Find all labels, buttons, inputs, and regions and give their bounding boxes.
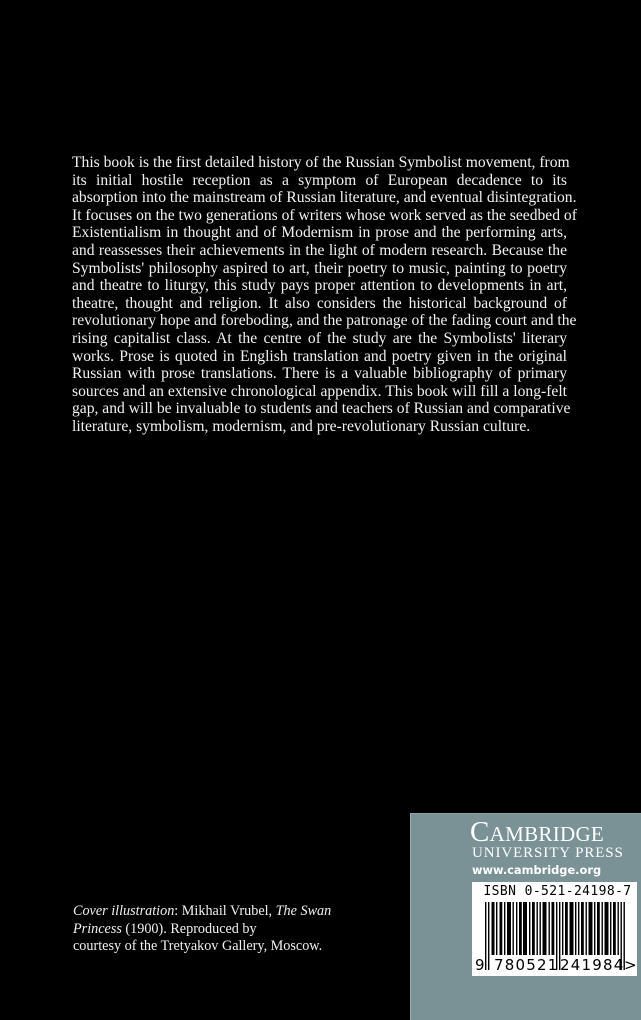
blurb-line: literature, symbolism, modernism, and pre-revolutionary Russian culture.: [72, 417, 531, 435]
credit-line-3: courtesy of the Tretyakov Gallery, Moscow.: [73, 938, 323, 955]
blurb-line: gap, and will be invaluable to students and teachers of Russian and comparative: [72, 400, 571, 418]
credit-artist: Mikhail Vrubel,: [181, 903, 276, 919]
credit-title-part2: Princess: [73, 920, 122, 937]
blurb-line: and theatre to liturgy, this study pays proper attention to developments in art,: [72, 277, 567, 295]
publisher-logo-cambridge: [470, 816, 605, 848]
publisher-url: www.cambridge.org: [472, 863, 602, 877]
publisher-panel: [410, 813, 641, 1020]
ean-right-group: 241984: [560, 956, 625, 974]
blurb-line: It focuses on the two generations of writers whose work served as the seedbed of: [72, 206, 577, 224]
credit-year: (1900). Reproduced by: [121, 920, 257, 937]
credit-label: Cover illustration: [73, 903, 175, 919]
blurb-line: Existentialism in thought and of Modernism in prose and the performing arts,: [72, 224, 567, 242]
blurb-line: and reassesses their achievements in the light of modern research. Because the: [72, 241, 567, 259]
logo-rest: AMBRIDGE: [489, 822, 605, 846]
credit-line-2: [73, 921, 373, 939]
blurb-line: This book is the first detailed history of the Russian Symbolist movement, from: [72, 154, 570, 171]
blurb-line: works. Prose is quoted in English translation and poetry given in the original: [72, 347, 567, 365]
back-cover-blurb: [72, 154, 577, 436]
blurb-line: its initial hostile reception as a symptom of European decadence to its: [72, 171, 567, 189]
ean-left-group: 780521: [494, 956, 559, 974]
logo-initial: C: [470, 816, 490, 848]
credit-separator: :: [174, 903, 182, 919]
isbn-barcode: [472, 882, 637, 976]
credit-title-part1: The Swan: [275, 903, 332, 919]
blurb-line: Russian with prose translations. There is a valuable bibliography of primary: [72, 365, 567, 383]
blurb-line: theatre, thought and religion. It also considers the historical background of: [72, 294, 567, 312]
publisher-logo-subtitle: UNIVERSITY PRESS: [472, 845, 624, 861]
isbn-label: ISBN 0-521-24198-7: [483, 884, 632, 899]
ean-first-digit: 9: [475, 956, 485, 974]
blurb-line: sources and an extensive chronological appendix. This book will fill a long-felt: [72, 382, 567, 400]
cover-illustration-credit: [73, 903, 373, 956]
blurb-line: revolutionary hope and foreboding, and the patronage of the fading court and the: [72, 312, 577, 330]
blurb-line: absorption into the mainstream of Russian literature, and eventual disintegration.: [72, 189, 577, 207]
credit-line-1: [73, 903, 373, 921]
blurb-line: Symbolists' philosophy aspired to art, their poetry to music, painting to poetry: [72, 259, 567, 277]
ean-digits: [472, 955, 637, 975]
quiet-zone-arrow-icon: >: [624, 956, 637, 974]
blurb-line: rising capitalist class. At the centre of the study are the Symbolists' literary: [72, 329, 567, 347]
